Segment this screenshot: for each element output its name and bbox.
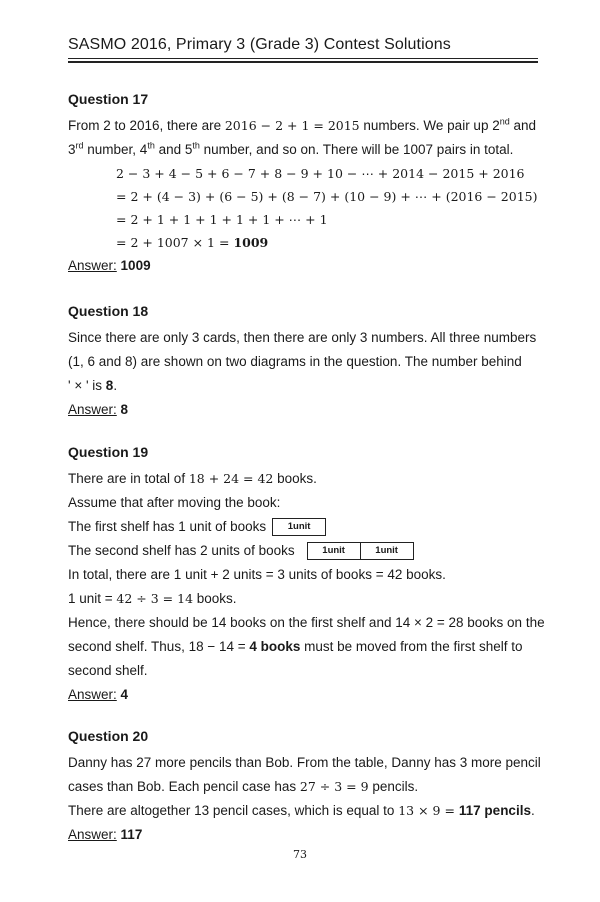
answer-label: Answer: [68,687,117,702]
q17-eq-text: = 2 + (4 − 3) + (6 − 5) + (8 − 7) + (10 − 9) + ⋯ + (2016 − 2015) [116,189,538,204]
q17-equation-3 [68,208,538,231]
q20-text: cases than Bob. Each pencil case has [68,779,300,794]
q17-eq-text: = 2 + 1007 × 1 = [116,235,234,250]
unit-cell: 1unit [360,543,413,559]
question-19 [68,443,545,707]
q19-line-1 [68,467,538,491]
q17-line-2 [68,138,538,162]
answer-label: Answer: [68,402,117,417]
q20-answer [68,823,538,847]
q19-math: 42 ÷ 3 = 14 [116,591,194,606]
q18-text: . [113,378,118,393]
q20-math: 27 ÷ 3 = 9 [299,779,369,794]
q17-text: number, 4 [83,142,148,157]
q18-text: ' × ' is [68,378,106,393]
q20-line-1: Danny has 27 more pencils than Bob. From the table, Danny has 3 more pencil [68,755,541,770]
q17-eq-result: 1009 [233,235,269,250]
q19-line-7: Hence, there should be 14 books on the first shelf and 14 × 2 = 28 books on the [68,615,545,630]
q19-text: second shelf. Thus, 18 − 14 = [68,639,250,654]
answer-value: 8 [120,402,129,417]
q18-line-1: Since there are only 3 cards, then there are only 3 numbers. All three numbers [68,330,537,345]
q18-line-2: (1, 6 and 8) are shown on two diagrams in the question. The number behind [68,354,522,369]
q17-answer [68,254,538,278]
q19-answer [68,683,538,707]
q17-equation-2 [68,185,538,208]
header-rule-thick [68,61,538,63]
unit-bar-first-shelf [272,518,326,536]
q17-equation-4 [68,231,538,254]
q17-text: From 2 to 2016, there are [68,118,225,133]
q20-text: There are altogether 13 pencil cases, which is equal to [68,803,399,818]
q19-text: 1 unit = [68,591,117,606]
q20-line-3 [68,799,538,823]
q19-text: books. [273,471,317,486]
q17-text: 3 [68,142,76,157]
question-19-title: Question 19 [68,444,149,460]
page-header: SASMO 2016, Primary 3 (Grade 3) Contest Solutions [68,36,451,53]
unit-cell: 1unit [287,521,311,533]
q17-math: 2016 − 2 + 1 = 2015 [224,118,360,133]
q17-text: and [509,118,537,133]
q19-line-9: second shelf. [68,663,148,678]
q19-text: The second shelf has 2 units of books [68,543,295,558]
q18-answer [68,398,538,422]
unit-bar-second-shelf [307,542,414,560]
q17-equation-1 [68,162,538,185]
q19-line-5: In total, there are 1 unit + 2 units = 3 units of books = 42 books. [68,567,446,582]
answer-value: 4 [120,687,129,702]
q19-line-2: Assume that after moving the book: [68,495,281,510]
q19-text: The first shelf has 1 unit of books [68,519,267,534]
question-17-title: Question 17 [68,91,149,107]
q17-text: and 5 [154,142,193,157]
q18-line-3 [68,374,538,398]
q19-line-8 [68,635,538,659]
answer-value: 117 [120,827,143,842]
q19-text: books. [193,591,237,606]
q17-text: number, and so on. There will be 1007 pairs in total. [199,142,514,157]
question-17 [68,90,538,278]
answer-label: Answer: [68,827,117,842]
question-18-title: Question 18 [68,303,149,319]
q17-text: numbers. We pair up 2 [359,118,500,133]
q17-line-1 [68,114,538,138]
q19-line-3 [68,515,538,539]
answer-value: 1009 [120,258,151,273]
q20-bold: 117 pencils [458,803,531,818]
q17-sup: th [192,140,200,151]
header-rule-thin [68,58,538,59]
question-20-title: Question 20 [68,728,149,744]
q17-sup: rd [75,140,84,151]
unit-cell: 1unit [322,545,345,557]
question-18 [68,302,538,422]
q19-bold: 4 books [249,639,301,654]
page-number: 73 [293,848,307,861]
q19-text: There are in total of [68,471,189,486]
q17-sup: nd [499,116,510,127]
q19-line-4 [68,539,538,563]
q17-eq-text: 2 − 3 + 4 − 5 + 6 − 7 + 8 − 9 + 10 − ⋯ + 2014 − 2015 + 2016 [116,166,525,181]
q17-sup: th [147,140,155,151]
q20-text: pencils. [368,779,419,794]
q20-text: . [530,803,535,818]
q18-bold: 8 [105,378,114,393]
q17-eq-text: = 2 + 1 + 1 + 1 + 1 + 1 + ⋯ + 1 [116,212,328,227]
q20-math: 13 × 9 = [398,803,459,818]
q20-line-2 [68,775,538,799]
question-20 [68,727,541,847]
q19-line-6 [68,587,538,611]
answer-label: Answer: [68,258,117,273]
q19-math: 18 + 24 = 42 [188,471,274,486]
q19-text: must be moved from the first shelf to [300,639,523,654]
